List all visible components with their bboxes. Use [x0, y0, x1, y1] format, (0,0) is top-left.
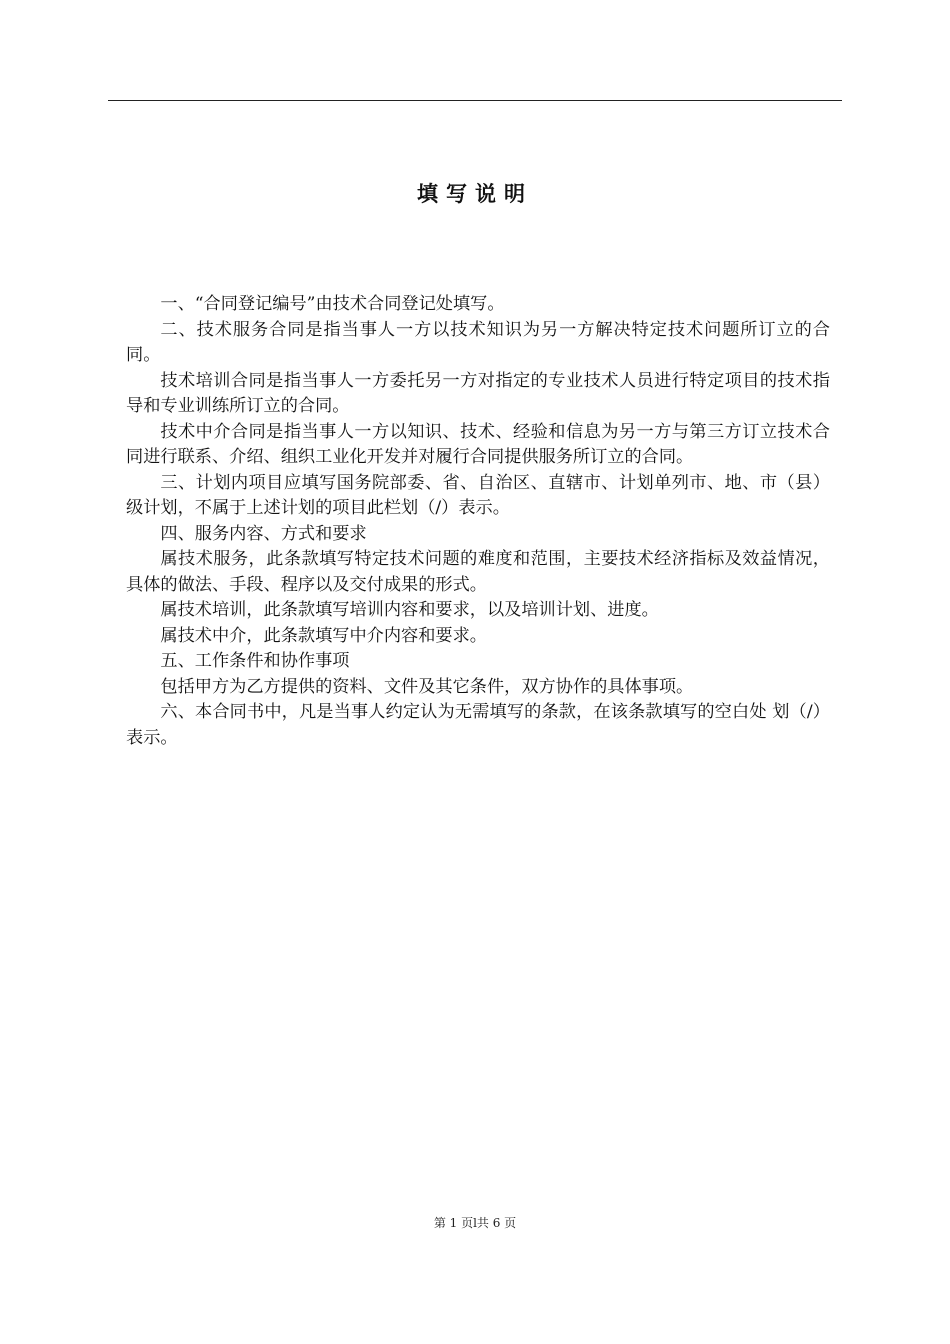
- paragraph: 二、技术服务合同是指当事人一方以技术知识为另一方解决特定技术问题所订立的合同。: [126, 319, 830, 365]
- page-title: 填写说明: [417, 182, 533, 206]
- paragraph: 五、工作条件和协作事项: [160, 651, 350, 671]
- paragraph: 属技术服务，此条款填写特定技术问题的难度和范围，主要技术经济指标及效益情况，具体的做法、手段、程序以及交付成果的形式。: [126, 549, 830, 595]
- paragraph: 属技术培训，此条款填写培训内容和要求，以及培训计划、进度。: [160, 600, 659, 620]
- paragraph: 三、计划内项目应填写国务院部委、省、自治区、直辖市、计划单列市、地、市（县）级计划，不属于上述计划的项目此栏划（/）表示。: [126, 472, 830, 518]
- paragraph: 一、“合同登记编号”由技术合同登记处填写。: [160, 294, 505, 314]
- header-rule: [108, 100, 842, 101]
- paragraph: 技术中介合同是指当事人一方以知识、技术、经验和信息为另一方与第三方订立技术合同进行联系、介绍、组织工业化开发并对履行合同提供服务所订立的合同。: [126, 421, 830, 467]
- paragraph: 四、服务内容、方式和要求: [160, 523, 367, 544]
- paragraph: 包括甲方为乙方提供的资料、文件及其它条件，双方协作的具体事项。: [160, 676, 694, 697]
- instructions-body: [126, 292, 830, 751]
- paragraph: 技术培训合同是指当事人一方委托另一方对指定的专业技术人员进行特定项目的技术指导和专业训练所订立的合同。: [126, 370, 830, 416]
- page-number: 第 1 页l共 6 页: [433, 1216, 517, 1230]
- paragraph: 属技术中介，此条款填写中介内容和要求。: [160, 625, 487, 646]
- paragraph: 六、本合同书中，凡是当事人约定认为无需填写的条款，在该条款填写的空白处 划（/）表示。: [126, 702, 830, 748]
